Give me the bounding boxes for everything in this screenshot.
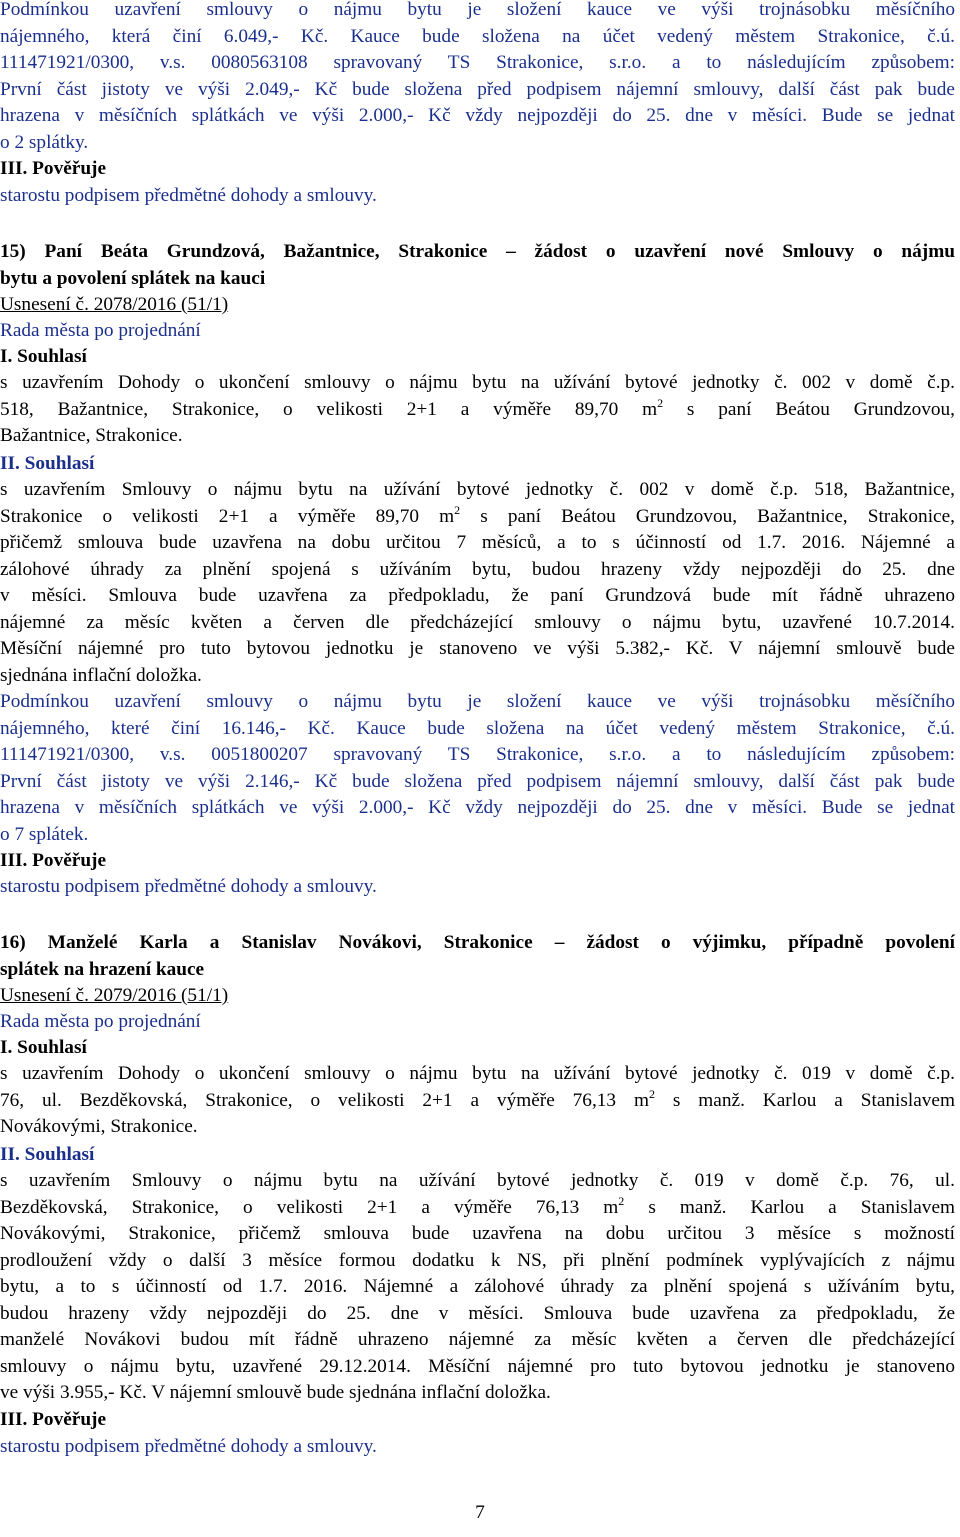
text-line: s uzavřením Dohody o ukončení smlouvy o nájmu bytu na užívání bytové jednotky č. 002 v domě č.p. [0,372,955,393]
resolution-number: Usnesení č. 2078/2016 (51/1) [0,294,229,315]
heading-line: 16) Manželé Karla a Stanislav Novákovi, Strakonice – žádost o výjimku, případně povolení [0,932,955,953]
text-line: s uzavřením Smlouvy o nájmu bytu na užívání bytové jednotky č. 002 v domě č.p. 518, Bažantnice, [0,479,955,500]
text-line: 111471921/0300, v.s. 0080563108 spravovaný TS Strakonice, s.r.o. a to následujícím způsobem: [0,52,955,73]
text-line: s uzavřením Dohody o ukončení smlouvy o nájmu bytu na užívání bytové jednotky č. 019 v domě č.p. [0,1063,955,1084]
rada-text: Rada města po projednání [0,320,201,341]
text-line: 76, ul. Bezděkovská, Strakonice, o velikosti 2+1 a výměře 76,13 $m^2$ s manž. Karlou a Stanislavem [0,1086,955,1111]
text-line: budou hrazeny vždy nejpozději do 25. dne v měsíci. Smlouva bude uzavřena za předpokladu, že [0,1302,955,1324]
text-line: zálohové úhrady za plnění spojená s užíváním bytu, budou hrazeny vždy nejpozději do 25. dne [0,558,955,580]
top-paragraph [0,0,955,156]
text-line: Strakonice o velikosti 2+1 a výměře 89,70 $m^2$ s paní Beátou Grundzovou, Bažantnice, Strakonice, [0,502,955,527]
text-line: Novákovými, Strakonice, přičemž smlouva bude uzavřena na dobu určitou 3 měsíce s možností [0,1223,955,1244]
text-line: manželé Novákovi budou mít řádně uhrazeno nájemné za měsíc květen a červen dle předcházející [0,1329,955,1350]
text-line: hrazena v měsíčních splátkách ve výši 2.000,- Kč vždy nejpozději do 25. dne v měsíci. Bude se jednat [0,105,955,126]
souhlasi-2-paragraph [0,477,955,689]
text-line: přičemž smlouva bude uzavřena na dobu určitou 7 měsíců, a to s účinností od 1.7. 2016. Nájemné a [0,532,955,553]
souhlasi-2-paragraph [0,1168,955,1407]
text-line: Novákovými, Strakonice. [0,1116,198,1137]
heading-line: 15) Paní Beáta Grundzová, Bažantnice, Strakonice – žádost o uzavření nové Smlouvy o nájmu [0,241,955,262]
text-line: První část jistoty ve výši 2.049,- Kč bude složena před podpisem nájemní smlouvy, další část pak bude [0,78,955,100]
poveruje-text: starostu podpisem předmětné dohody a smlouvy. [0,185,377,206]
text-line: ve výši 3.955,- Kč. V nájemní smlouvě bude sjednána inflační doložka. [0,1382,551,1403]
poveruje-heading: III. Pověřuje [0,158,107,179]
kauce-paragraph [0,689,955,848]
souhlasi-heading: II. Souhlasí [0,1144,95,1165]
rada-text: Rada města po projednání [0,1011,201,1032]
text-line: nájemné za měsíc květen a červen dle předcházející smlouvy o nájmu bytu, uzavřené 10.7.2014. [0,611,955,633]
text-line: První část jistoty ve výši 2.146,- Kč bude složena před podpisem nájemní smlouvy, další část pak bude [0,770,955,792]
heading-line: splátek na hrazení kauce [0,958,205,980]
page-number: 7 [475,1502,485,1523]
text-line: 111471921/0300, v.s. 0051800207 spravovaný TS Strakonice, s.r.o. a to následujícím způsobem: [0,744,955,765]
text-line: nájemného, která činí 6.049,- Kč. Kauce bude složena na účet vedený městem Strakonice, č.ú. [0,25,955,47]
souhlasi-heading: I. Souhlasí [0,1037,87,1058]
text-line: Podmínkou uzavření smlouvy o nájmu bytu je složení kauce ve výši trojnásobku měsíčního [0,691,955,712]
poveruje-text: starostu podpisem předmětné dohody a smlouvy. [0,1436,377,1457]
poveruje-text: starostu podpisem předmětné dohody a smlouvy. [0,876,377,897]
text-line: hrazena v měsíčních splátkách ve výši 2.000,- Kč vždy nejpozději do 25. dne v měsíci. Bude se jednat [0,797,955,818]
text-line: 518, Bažantnice, Strakonice, o velikosti 2+1 a výměře 89,70 $m^2$ s paní Beátou Grundzovou, [0,395,955,420]
resolution-number: Usnesení č. 2079/2016 (51/1) [0,985,229,1006]
poveruje-heading: III. Pověřuje [0,1409,107,1430]
text-line: sjednána inflační doložka. [0,664,202,686]
text-line: bytu, a to s účinností od 1.7. 2016. Nájemné a zálohové úhrady za plnění spojená s užíváním bytu, [0,1276,955,1297]
souhlasi-heading: I. Souhlasí [0,346,87,367]
text-line: Bažantnice, Strakonice. [0,425,183,446]
item-15-heading [0,239,955,292]
text-line: s uzavřením Smlouvy o nájmu bytu na užívání bytové jednotky č. 019 v domě č.p. 76, ul. [0,1170,955,1191]
text-line: nájemného, které činí 16.146,- Kč. Kauce bude složena na účet vedený městem Strakonice, č.ú. [0,717,955,739]
text-line: prodloužení vždy o další 3 měsíce formou dodatku k NS, při plnění podmínek vyplývajících z nájmu [0,1249,955,1271]
souhlasi-heading: II. Souhlasí [0,453,95,474]
text-line: o 7 splátek. [0,823,89,845]
text-line: v měsíci. Smlouva bude uzavřena za předpokladu, že paní Grundzová bude mít řádně uhrazeno [0,585,955,606]
item-16-heading [0,930,955,983]
text-line: Podmínkou uzavření smlouvy o nájmu bytu je složení kauce ve výši trojnásobku měsíčního [0,0,955,20]
text-line: o 2 splátky. [0,131,89,153]
heading-line: bytu a povolení splátek na kauci [0,267,266,289]
poveruje-heading: III. Pověřuje [0,850,107,871]
text-line: Měsíční nájemné pro tuto bytovou jednotku je stanoveno ve výši 5.382,- Kč. V nájemní smlouvě bude [0,638,955,659]
text-line: smlouvy o nájmu bytu, uzavřené 29.12.2014. Měsíční nájemné pro tuto bytovou jednotku je stanoveno [0,1355,955,1377]
text-line: Bezděkovská, Strakonice, o velikosti 2+1 a výměře 76,13 $m^2$ s manž. Karlou a Stanislavem [0,1193,955,1218]
souhlasi-1-paragraph [0,370,955,450]
souhlasi-1-paragraph [0,1061,955,1141]
